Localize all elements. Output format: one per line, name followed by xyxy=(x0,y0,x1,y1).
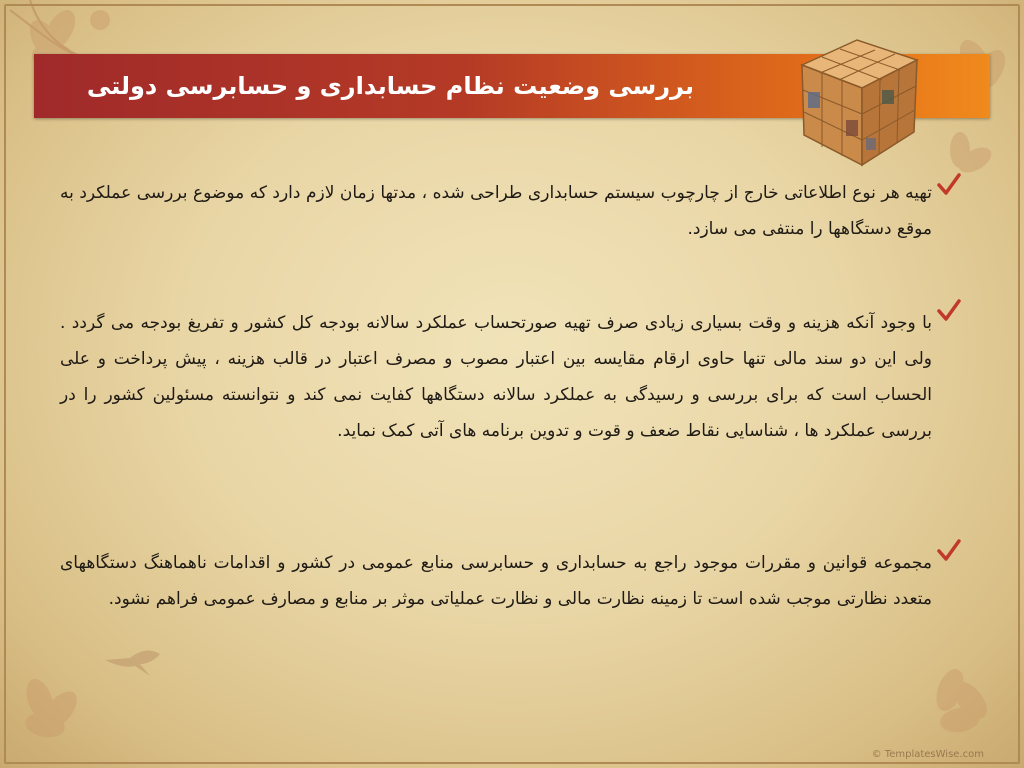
hummingbird-silhouette xyxy=(100,640,180,680)
check-icon xyxy=(936,172,962,198)
bullet-text-1: تهیه هر نوع اطلاعاتی خارج از چارچوب سیستم حسابداری طراحی شده ، مدتها زمان لازم دارد که موضوع بررسی عملکرد به موقع دستگاهها را منتفی می سازد. xyxy=(60,183,932,239)
check-icon xyxy=(936,538,962,564)
bullet-text-2: با وجود آنکه هزینه و وقت بسیاری زیادی صرف تهیه صورتحساب عملکرد سالانه بودجه کل کشور و تفریغ بودجه می گردد . ولی این دو سند مالی تنها حاوی ارقام مقایسه بین اعتبار مصوب و مصرف اعتبار در قالب هزینه ، پیش پرداخت و علی الحساب است که برای بررسی و رسیدگی به عملکرد سالانه دستگاهها کفایت نمی کند و نتوانسته مسئولین کشور را در بررسی عملکرد ها ، شناسایی نقاط ضعف و قوت و تدوین برنامه های آتی کمک نماید. xyxy=(60,313,932,441)
check-icon xyxy=(936,298,962,324)
watermark: © TemplatesWise.com xyxy=(871,749,984,760)
slide-title: بررسی وضعیت نظام حسابداری و حسابرسی دولتی xyxy=(86,72,694,100)
cube-image xyxy=(782,20,932,170)
flower-ornament-bottom-right xyxy=(880,600,1024,768)
bullet-text-3: مجموعه قوانین و مقررات موجود راجع به حسابداری و حسابرسی منابع عمومی در کشور و اقدامات ناهماهنگ دستگاههای متعدد نظارتی موجب شده است تا زمینه نظارت مالی و نظارت عملیاتی موثر بر منابع و مصارف عمومی فراهم نشود. xyxy=(60,553,932,609)
